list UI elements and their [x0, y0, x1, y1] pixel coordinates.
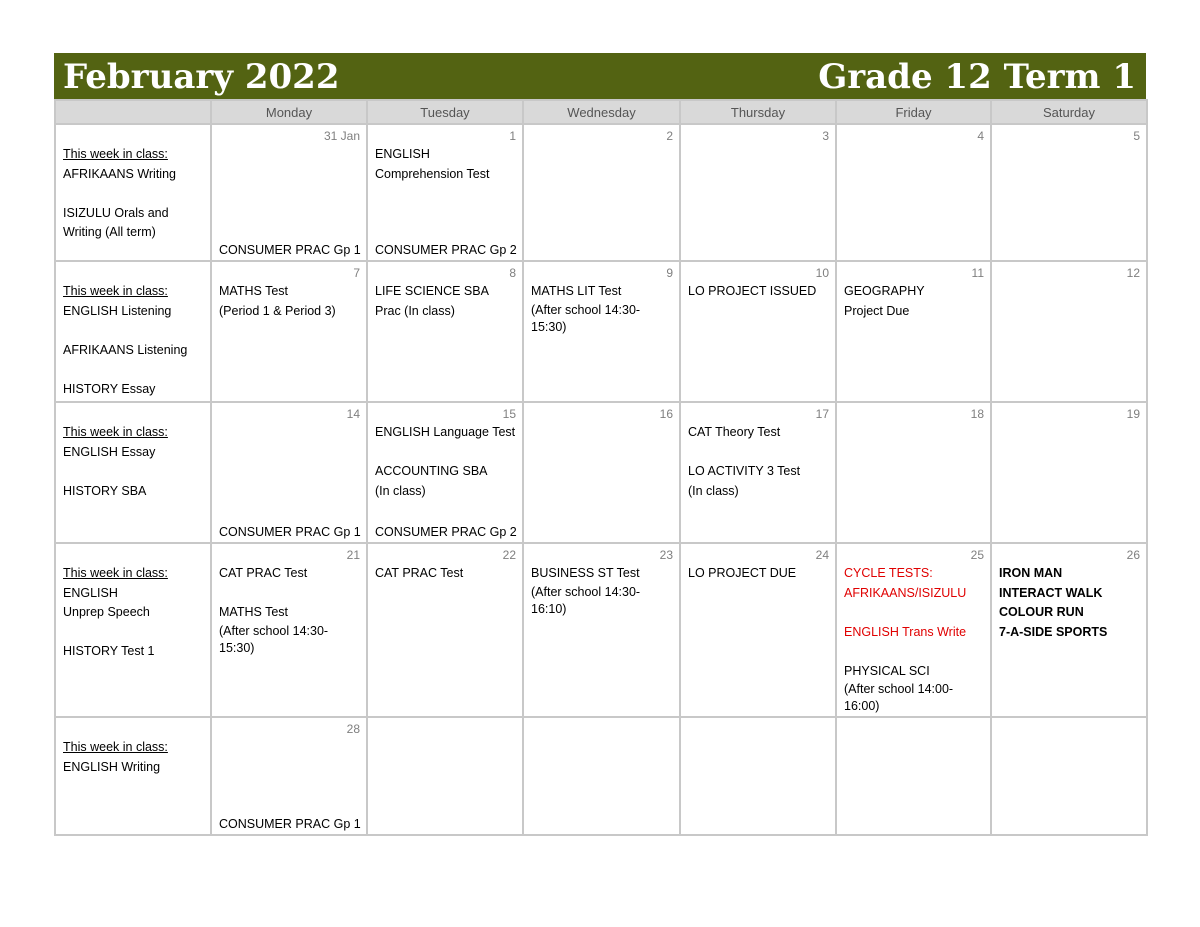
event-line: (After school 14:30-: [219, 623, 329, 638]
day-cell[interactable]: [680, 402, 836, 543]
day-cell[interactable]: [836, 261, 991, 402]
event-line: AFRIKAANS/ISIZULU: [844, 585, 967, 600]
day-number: 28: [346, 722, 360, 736]
day-cell[interactable]: [211, 402, 367, 543]
day-cell[interactable]: [211, 124, 367, 261]
day-cell[interactable]: [680, 261, 836, 402]
event-line: MATHS LIT Test: [531, 284, 622, 298]
event-line: GEOGRAPHY: [844, 284, 925, 298]
day-cell[interactable]: [211, 717, 367, 835]
event-line: ENGLISH Language Test: [375, 425, 516, 439]
week-notes-line: [63, 360, 204, 380]
day-cell[interactable]: [367, 543, 523, 717]
day-number: 7: [353, 266, 360, 280]
week-notes-heading: This week in class:: [63, 425, 168, 439]
day-number: [844, 722, 984, 738]
day-cell[interactable]: [836, 402, 991, 543]
day-number: 14: [346, 407, 360, 421]
day-number: 18: [970, 407, 984, 421]
day-cell[interactable]: [367, 261, 523, 402]
week-row: [55, 717, 1147, 835]
event-line: Project Due: [844, 303, 910, 318]
day-number: 10: [815, 266, 829, 280]
day-cell[interactable]: [211, 261, 367, 402]
bottom-event: CONSUMER PRAC Gp 1: [219, 817, 361, 831]
day-cell[interactable]: [523, 261, 680, 402]
week-notes-line: [63, 184, 204, 204]
day-number: 23: [659, 548, 673, 562]
event-line: 15:30): [531, 319, 567, 334]
bottom-event: CONSUMER PRAC Gp 2: [375, 243, 517, 257]
week-notes-heading: This week in class:: [63, 566, 168, 580]
week-row: [55, 124, 1147, 261]
event-line: CAT PRAC Test: [375, 566, 464, 580]
week-notes-line: HISTORY SBA: [63, 483, 147, 498]
week-row: [55, 402, 1147, 543]
event-line: (In class): [688, 483, 739, 498]
event-line: [688, 443, 829, 463]
day-cell[interactable]: [836, 717, 991, 835]
day-cell[interactable]: [991, 124, 1147, 261]
day-number: 1: [509, 129, 516, 143]
day-number: 4: [977, 129, 984, 143]
day-cell[interactable]: [991, 261, 1147, 402]
event-line: (In class): [375, 483, 426, 498]
week-notes-line: ISIZULU Orals and: [63, 205, 169, 220]
day-cell[interactable]: [523, 402, 680, 543]
week-row: [55, 261, 1147, 402]
day-cell[interactable]: [991, 543, 1147, 717]
day-number: 9: [666, 266, 673, 280]
event-line: [844, 603, 984, 623]
day-number: 12: [1126, 266, 1140, 280]
day-header-side: [55, 100, 211, 124]
event-line: (After school 14:00-: [844, 682, 954, 696]
week-notes-line: [63, 623, 204, 643]
day-header-wednesday: Wednesday: [523, 100, 680, 124]
event-line: ACCOUNTING SBA: [375, 464, 488, 478]
event-line: Prac (In class): [375, 303, 455, 318]
week-notes-line: HISTORY Test 1: [63, 644, 155, 658]
day-number: 31 Jan: [323, 129, 360, 143]
event-line: INTERACT WALK: [999, 585, 1103, 600]
day-cell[interactable]: [836, 124, 991, 261]
event-line: LO ACTIVITY 3 Test: [688, 464, 801, 478]
title-bar: [54, 53, 1146, 99]
week-notes-heading: This week in class:: [63, 740, 168, 754]
day-cell[interactable]: [991, 717, 1147, 835]
day-number: 16: [659, 407, 673, 421]
day-number: 15: [502, 407, 516, 421]
week-notes-heading: This week in class:: [63, 147, 168, 161]
day-number: 2: [666, 129, 673, 143]
week-row: [55, 543, 1147, 717]
event-line: (After school 14:30-: [531, 302, 641, 317]
event-line: LO PROJECT ISSUED: [688, 284, 817, 298]
event-line: (After school 14:30-: [531, 584, 641, 599]
week-notes-cell: [55, 402, 211, 543]
day-header-thursday: Thursday: [680, 100, 836, 124]
event-line: 16:10): [531, 601, 567, 616]
event-line: [844, 642, 984, 662]
week-notes-cell: [55, 261, 211, 402]
week-notes-line: AFRIKAANS Listening: [63, 342, 188, 357]
day-number: 25: [970, 548, 984, 562]
day-cell[interactable]: [367, 717, 523, 835]
day-number: 5: [1133, 129, 1140, 143]
day-number: 3: [822, 129, 829, 143]
event-line: 16:00): [844, 699, 880, 713]
day-number: 21: [346, 548, 360, 562]
day-header-saturday: Saturday: [991, 100, 1147, 124]
day-header-row: [55, 100, 1147, 124]
week-notes-line: HISTORY Essay: [63, 381, 156, 396]
event-line: [219, 584, 360, 604]
day-cell[interactable]: [991, 402, 1147, 543]
event-line: CAT PRAC Test: [219, 566, 308, 580]
day-number: 19: [1126, 407, 1140, 421]
event-line: 15:30): [219, 640, 255, 655]
day-header-monday: Monday: [211, 100, 367, 124]
day-header-tuesday: Tuesday: [367, 100, 523, 124]
week-notes-heading: This week in class:: [63, 284, 168, 298]
bottom-event: CONSUMER PRAC Gp 1: [219, 525, 361, 539]
day-number: 26: [1126, 548, 1140, 562]
event-line: ENGLISH Trans Write: [844, 624, 967, 639]
day-number: 8: [509, 266, 516, 280]
day-cell[interactable]: [680, 124, 836, 261]
event-line: PHYSICAL SCI: [844, 663, 930, 678]
day-number: [531, 722, 673, 738]
day-cell[interactable]: [523, 717, 680, 835]
bottom-event: CONSUMER PRAC Gp 2: [375, 525, 517, 539]
day-cell[interactable]: [367, 402, 523, 543]
event-line: IRON MAN: [999, 566, 1063, 580]
event-line: ENGLISH: [375, 147, 430, 161]
bottom-event: CONSUMER PRAC Gp 1: [219, 243, 361, 257]
day-cell[interactable]: [367, 124, 523, 261]
event-line: MATHS Test: [219, 605, 288, 619]
day-cell[interactable]: [523, 124, 680, 261]
day-header-friday: Friday: [836, 100, 991, 124]
event-line: LIFE SCIENCE SBA: [375, 284, 489, 298]
day-number: [999, 722, 1140, 738]
week-notes-line: ENGLISH Essay: [63, 444, 156, 459]
week-notes-line: ENGLISH Writing: [63, 759, 161, 774]
event-line: 7-A-SIDE SPORTS: [999, 624, 1108, 639]
event-line: BUSINESS ST Test: [531, 566, 640, 580]
day-number: 17: [815, 407, 829, 421]
day-number: 24: [815, 548, 829, 562]
week-notes-line: [63, 462, 204, 482]
event-line: CYCLE TESTS:: [844, 566, 933, 580]
week-notes-line: ENGLISH Listening: [63, 303, 172, 318]
term-title: Grade 12 Term 1: [818, 57, 1136, 97]
week-notes-line: Unprep Speech: [63, 605, 150, 619]
week-notes-cell: [55, 124, 211, 261]
week-notes-cell: [55, 717, 211, 835]
day-number: 22: [502, 548, 516, 562]
event-line: CAT Theory Test: [688, 425, 781, 439]
day-cell[interactable]: [523, 543, 680, 717]
event-line: [375, 443, 516, 463]
month-title: February 2022: [63, 57, 340, 97]
event-line: (Period 1 & Period 3): [219, 303, 336, 318]
week-notes-line: Writing (All term): [63, 225, 156, 239]
event-line: LO PROJECT DUE: [688, 566, 797, 580]
event-line: Comprehension Test: [375, 166, 490, 181]
day-number: 11: [971, 266, 984, 280]
day-cell[interactable]: [680, 717, 836, 835]
week-notes-cell: [55, 543, 211, 717]
day-number: [375, 722, 516, 738]
calendar: [54, 53, 1146, 836]
calendar-grid: [54, 99, 1148, 836]
week-notes-line: [63, 321, 204, 341]
week-notes-line: ENGLISH: [63, 585, 118, 600]
event-line: COLOUR RUN: [999, 605, 1084, 619]
day-cell[interactable]: [836, 543, 991, 717]
day-cell[interactable]: [680, 543, 836, 717]
event-line: MATHS Test: [219, 284, 288, 298]
day-number: [688, 722, 829, 738]
day-cell[interactable]: [211, 543, 367, 717]
week-notes-line: AFRIKAANS Writing: [63, 166, 176, 181]
